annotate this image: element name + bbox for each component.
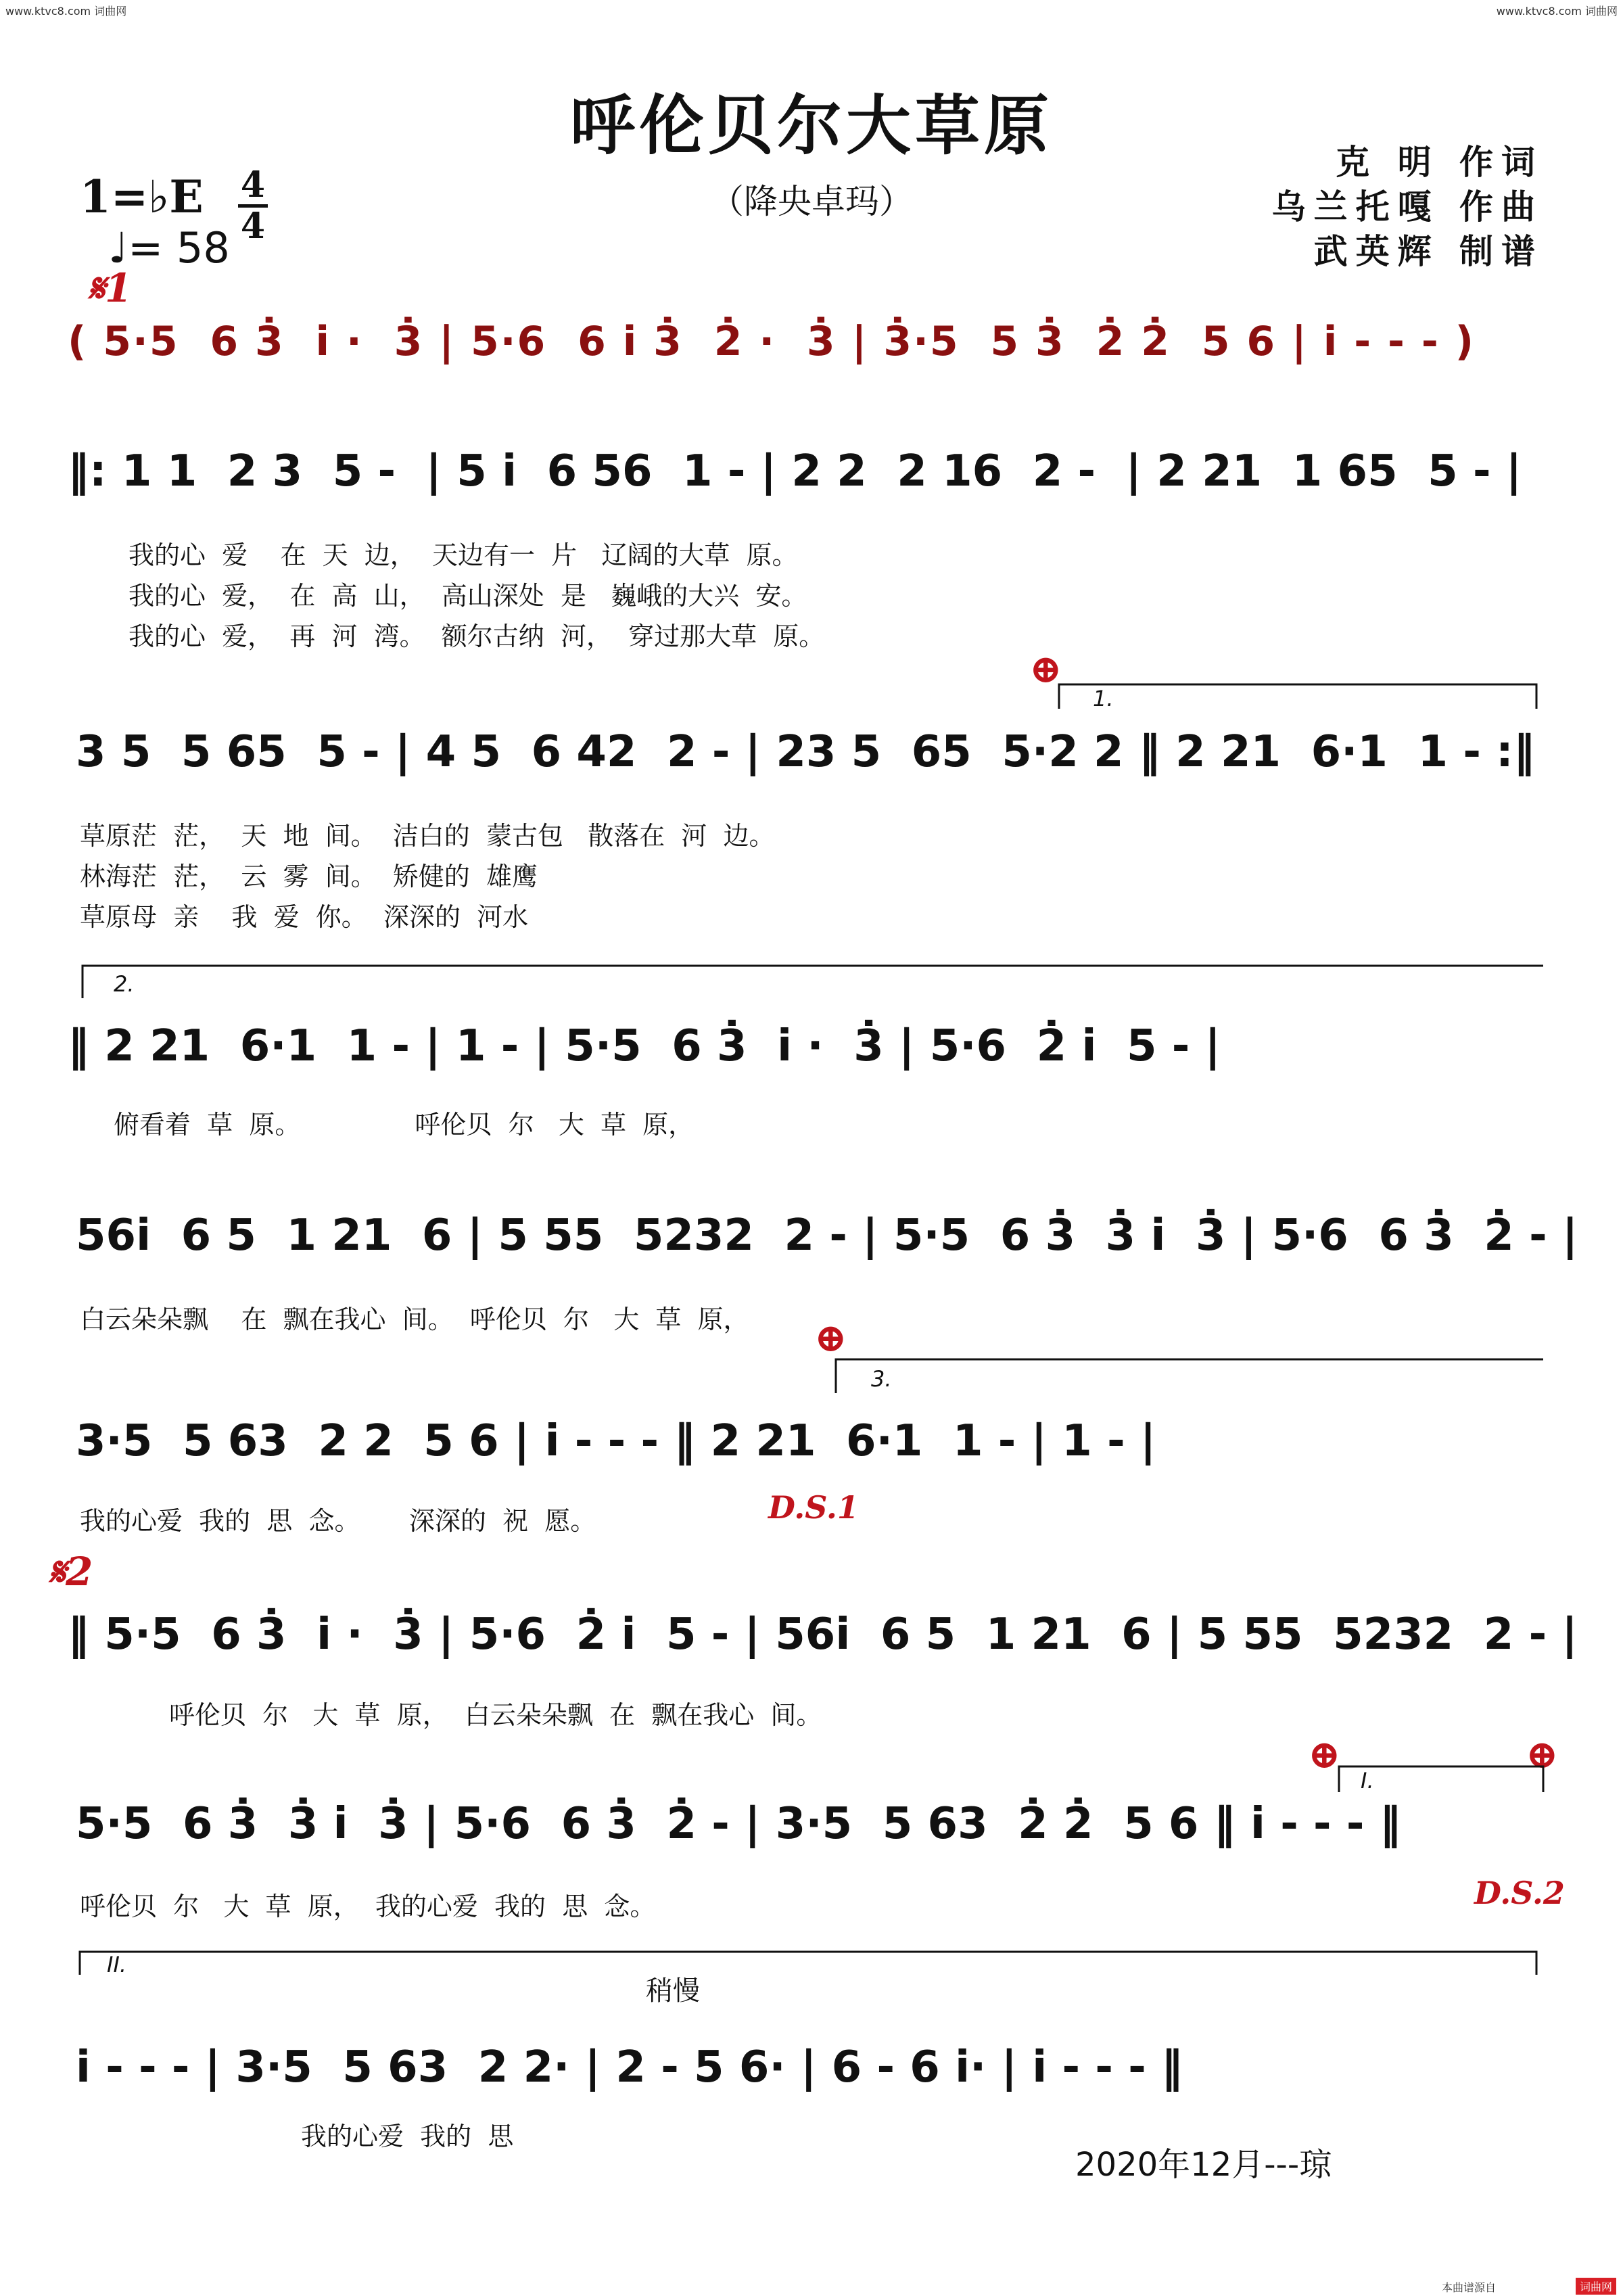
volta-3-label: 3. bbox=[871, 1366, 892, 1392]
row-5-lyrics-1: 我的心爱 我的 思 念。 深深的 祝 愿。 bbox=[80, 1506, 596, 1536]
segno-1-mark: 𝄋1 bbox=[88, 265, 133, 311]
tempo-slow-text: 稍慢 bbox=[646, 1975, 700, 2007]
coda-sign-3: ⊕ bbox=[1308, 1731, 1341, 1777]
volta-II-label: II. bbox=[107, 1952, 127, 1977]
time-signature: 4 4 bbox=[235, 168, 270, 244]
tempo-marking: ♩= 58 bbox=[108, 223, 230, 273]
row-6-lyrics-1: 呼伦贝 尔 大 草 原， 白云朵朵飘 在 飘在我心 间。 bbox=[169, 1700, 822, 1730]
row-1-notes: ‖: 1 1 2 3 5 - | 5 i 6 56 1 - | 2 2 2 16 2 - | 2 21 1 65 5 - | bbox=[68, 446, 1522, 496]
arranger-credit: 武英辉 制谱 bbox=[1313, 232, 1543, 271]
row-7-notes: 5·5 6 3̇ 3̇ i 3̇ | 5·6 6 3̇ 2̇ - | 3·5 5 63 2̇ 2̇ 5 6 ‖ i - - - ‖ bbox=[76, 1799, 1401, 1849]
bottom-source-text: 本曲谱源自 bbox=[1442, 2281, 1497, 2294]
volta-I-label: I. bbox=[1361, 1768, 1374, 1794]
segno-2-mark: 𝄋2 bbox=[49, 1549, 93, 1595]
row-8-lyrics-1: 我的心爱 我的 思 bbox=[301, 2122, 514, 2151]
singer: （降央卓玛） bbox=[710, 182, 913, 221]
site-header-right: www.ktvc8.com 词曲网 bbox=[1496, 5, 1618, 18]
row-4-lyrics-1: 白云朵朵飘 在 飘在我心 间。 呼伦贝 尔 大 草 原， bbox=[80, 1305, 749, 1334]
site-header-left: www.ktvc8.com 词曲网 bbox=[5, 5, 127, 18]
bottom-brand-badge: 词曲网 bbox=[1576, 2278, 1616, 2295]
composer-credit: 乌兰托嘎 作曲 bbox=[1271, 187, 1543, 227]
row-2-notes: 3 5 5 65 5 - | 4 5 6 42 2 - | 23 5 65 5·2 2 ‖ 2 21 6·1 1 - :‖ bbox=[76, 727, 1535, 777]
row-5-notes: 3·5 5 63 2 2 5 6 | i - - - ‖ 2 21 6·1 1 - | 1 - | bbox=[76, 1416, 1156, 1466]
lyricist-credit: 克 明 作词 bbox=[1336, 143, 1543, 182]
intro-line: ( 5·5 6 3̇ i · 3̇ | 5·6 6 i 3̇ 2̇ · 3̇ | 3̇·5 5 3̇ 2̇ 2̇ 5 6 | i - - - ) bbox=[68, 318, 1476, 365]
row-2-lyrics-2: 林海茫 茫， 云 雾 间。 矫健的 雄鹰 bbox=[80, 862, 538, 891]
volta-1-label: 1. bbox=[1093, 686, 1114, 711]
row-6-notes: ‖ 5·5 6 3̇ i · 3̇ | 5·6 2̇ i 5 - | 56i 6 5 1 21 6 | 5 55 5232 2 - | bbox=[68, 1610, 1578, 1660]
row-2-lyrics-1: 草原茫 茫， 天 地 间。 洁白的 蒙古包 散落在 河 边。 bbox=[80, 821, 775, 851]
coda-sign-1: ⊕ bbox=[1029, 646, 1062, 692]
row-1-lyrics-1: 我的心 爱 在 天 边， 天边有一 片 辽阔的大草 原。 bbox=[128, 540, 798, 570]
ds-2-mark: D.S.2 bbox=[1474, 1875, 1565, 1911]
row-8-notes: i - - - | 3·5 5 63 2 2· | 2 - 5 6· | 6 - 6 i· | i - - - ‖ bbox=[76, 2042, 1183, 2092]
row-2-lyrics-3: 草原母 亲 我 爱 你。 深深的 河水 bbox=[80, 902, 529, 932]
song-title: 呼伦贝尔大草原 bbox=[570, 88, 1053, 164]
coda-sign-2: ⊕ bbox=[814, 1315, 847, 1361]
coda-sign-4: ⊕ bbox=[1526, 1731, 1559, 1777]
row-1-lyrics-2: 我的心 爱， 在 高 山， 高山深处 是 巍峨的大兴 安。 bbox=[128, 581, 807, 611]
footer-date: 2020年12月---琼 bbox=[1075, 2146, 1332, 2184]
row-3-lyrics-1: 俯看着 草 原。 呼伦贝 尔 大 草 原， bbox=[114, 1110, 695, 1140]
ds-1-mark: D.S.1 bbox=[768, 1489, 859, 1526]
row-7-lyrics-1: 呼伦贝 尔 大 草 原， 我的心爱 我的 思 念。 bbox=[80, 1892, 656, 1921]
row-1-lyrics-3: 我的心 爱， 再 河 湾。 额尔古纳 河， 穿过那大草 原。 bbox=[128, 622, 825, 651]
volta-2-label: 2. bbox=[114, 971, 135, 997]
key-signature: 1=♭E bbox=[80, 170, 204, 223]
row-3-notes: ‖ 2 21 6·1 1 - | 1 - | 5·5 6 3̇ i · 3̇ | 5·6 2̇ i 5 - | bbox=[68, 1021, 1221, 1071]
row-4-notes: 56i 6 5 1 21 6 | 5 55 5232 2 - | 5·5 6 3̇ 3̇ i 3̇ | 5·6 6 3̇ 2̇ - | bbox=[76, 1211, 1578, 1261]
